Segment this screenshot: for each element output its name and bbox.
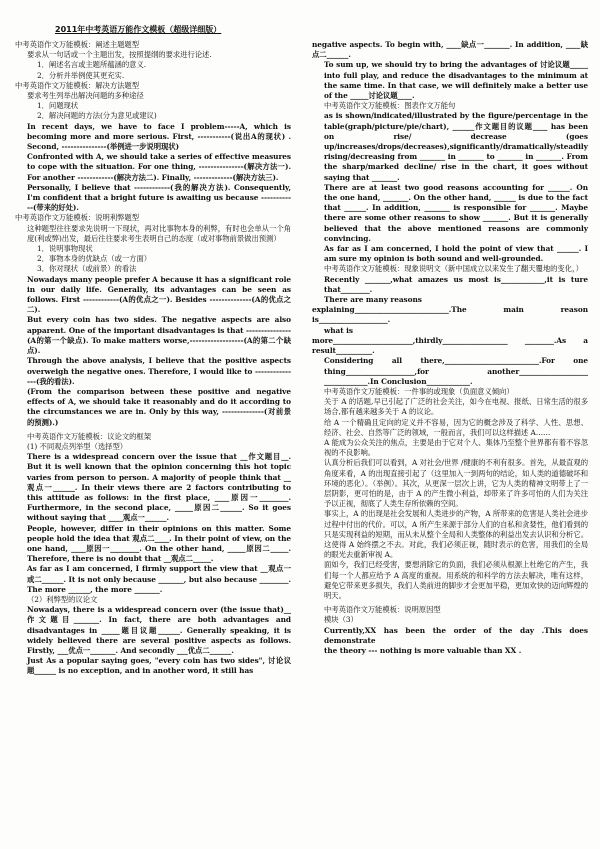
paragraph: 面如今，我们已经受害，要想消除它的负面，我们必须从根源上杜绝它的产生，我们每一个人都应给予 A 高度的重视。用系统的和科学的方法去解决，唯有这样，避免它带来更多损失，我们人类前进的脚步才会更加平稳，更加欢快的迈向辉煌的明天。 <box>324 560 588 600</box>
paragraph: There is a widespread concern over the issue that __作文题目__. But it is well known that the opinion concerning this hot topic varies from person to person. A majority of people think that __观点一______. In their views there are 2 factors contributing to this attitude as follows: in the first place, ____原因一________. Furthermore, in the second place, _____原因二______. So it goes without saying that ____观点一______. <box>27 452 291 523</box>
paragraph: the theory --- nothing is more valuable than XX . <box>324 645 522 655</box>
paragraph: explaining__________________________.The main reason is___________________. <box>312 305 588 325</box>
paragraph: 中考英语作文万能模板：说明原因型 <box>324 605 441 615</box>
paragraph: Considering all there,__________________________.For one thing___________________,for another___________________ ____________.In Conclusion____________. <box>324 356 588 386</box>
paragraph: 模块（3） <box>324 615 358 625</box>
paragraph: 要求考生列举出解决问题的多种途径 <box>27 91 144 101</box>
paragraph: negative aspects. To begin with, ____缺点一_______. In addition, ____缺点二______. <box>312 40 588 60</box>
paragraph: A 能成为公众关注的焦点，主要是由于它对个人、集体乃至整个世界都有着不容忽视的不良影响。 <box>324 437 588 458</box>
paragraph: (1) 不同观点列举型（选择型） <box>27 441 128 451</box>
paragraph: 中考英语作文万能模板：现象说明文（新中国成立以来发生了翻天覆地的变化，） <box>324 264 583 274</box>
paragraph: Just As a popular saying goes, "every coin has two sides", 讨论议题______ is no exception, and in another word, it still has <box>27 656 291 676</box>
paragraph: To sum up, we should try to bring the advantages of 讨论议题_____ into full play, and reduce the disadvantages to the minimum at the same time. In that case, we will definitely make a better use of the _____讨论议题____. <box>324 60 588 101</box>
document-title: 2011年中考英语万能作文模板（超级详细版） <box>55 25 222 34</box>
paragraph: Personally, I believe that ------------(我的解决方法). Consequently, I'm confident that a bright future is awaiting us because ------------(带来的好处). <box>27 182 291 213</box>
paragraph: As far as I am concerned, I firmly support the view that __观点一或二______. It is not only because _______, but also because ________. The more ______, the more _______. <box>27 564 291 594</box>
paragraph: Nowadays, there is a widespread concern over (the issue that)__作文题目_______. In fact, there are both advantages and disadvantages in _____题目议题______. Generally speaking, it is widely believed there are several positive aspects as follows. Firstly, ___优点一_______. And secondly ___优点二______. <box>27 605 291 655</box>
paragraph: 中考英语作文万能模板：一件事的或现象（负面意义倾向） <box>324 386 514 396</box>
paragraph: There are many reasons <box>324 295 422 305</box>
paragraph: People, however, differ in their opinions on this matter. Some people hold the idea that 观点二____. In their point of view, on the one hand, ____原因一________. On the other hand, _____原因二_____. Therefore, there is no doubt that __观点二_____. <box>27 523 291 564</box>
paragraph: 中考英语作文万能模板：说明利弊题型 <box>15 213 139 223</box>
paragraph: 2．分析并举例使其更充实. <box>37 70 125 80</box>
paragraph: 给 A 一个精确且定向的定义并不容易，因为它的概念涉及了科学、人性、思想、经济、社会、自然等广泛的领域，一般而言，我们可以这样描述 A…… <box>324 417 588 437</box>
paragraph: 2．事物本身的优缺点（或一方面） <box>37 254 152 264</box>
paragraph: Confronted with A, we should take a series of effective measures to cope with the situation. For one thing, ---------------(解决方法一). For another ------------(解决方法二). Finally, -------------(解决方法三). <box>27 152 291 182</box>
paragraph: 1．说明事物现状 <box>37 244 93 254</box>
paragraph: But every coin has two sides. The negative aspects are also apparent. One of the important disadvantages is that ---------------(A的第一个缺点). To make matters worse,------------------(A的第二个缺点). <box>27 315 291 356</box>
paragraph: what is <box>324 325 353 335</box>
paragraph: There are at least two good reasons accounting for ______. On the one hand, _______. On the other hand, ______ is due to the fact that ______. In addition, _______ is responsible for _______. Maybe there are some other reasons to show _______. But it is generally believed that the above mentioned reasons are commonly convincing. <box>324 182 588 243</box>
paragraph: as is shown/indicated/illustrated by the figure/percentage in the table(graph/picture/pie/chart), ______作文题目的议题____ has been on rise/ decrease (goes up/increases/drops/decreases),significantly/dramatically/steadily rising/decreasing from _______ in _______ to _______ in _______. From the sharp/marked decline/ rise in the chart, it goes without saying that _______. <box>324 111 588 182</box>
paragraph: 事实上，A 的出现是社会发展和人类进步的产物，A 所带来的危害是人类社会进步过程中付出的代价。可以，A 所产生来源于部分人们的自私和贪婪性，他们看到的只是实现利益的短期，而从未从整个全局和人类整体的利益出发去认识和分析它。这使得 A 始终摆之不去。对此，我们必须正视，随时表示的危害，用我们的全局的眼光去重新审视 A。 <box>324 509 588 560</box>
paragraph: 3．你对现状（或前景）的看法 <box>37 264 137 274</box>
paragraph: (From the comparison between these positive and negative effects of A, we should take it reasonably and do it according to the circumstances we are in. Only by this way, --------------(对前景的预测).) <box>27 386 291 427</box>
paragraph: Currently,XX has been the order of the day .This does demonstrate <box>324 625 588 645</box>
paragraph: 关于 A 的话题,早已引起了广泛的社会关注，如今在电视、报纸、日常生活的很多场合,都有越来越多关于 A 的议论。 <box>324 397 588 417</box>
paragraph: （2）利弊型的议论文 <box>27 594 98 604</box>
paragraph: As far as I am concerned, I hold the point of view that ______. I am sure my opinion is both sound and well-grounded. <box>324 244 588 264</box>
paragraph: Recently _______,what amazes us most is____________,it is ture that________. <box>324 274 588 294</box>
paragraph: 要求从一句话或一个主题出发，按照提纲的要求进行论述. <box>27 50 212 60</box>
paragraph: Nowadays many people prefer A because it has a significant role in our daily life. Generally, its advantages can be seen as follows. First ------------(A的优点之一). Besides --------------(A的优点之二). <box>27 274 291 315</box>
right-column <box>312 40 588 656</box>
paragraph: more______________________,thirdly__________________ ________.As a result__________. <box>312 335 588 356</box>
paragraph: 这种题型往往要求先说明一下现状，再对比事物本身的利弊，有时也会单从一个角度(利或弊)出发，最后往往要求考生表明自己的态度（或对事物前景做出预测） <box>27 223 291 243</box>
paragraph: 中考英语作文万能模板：图表作文万能句 <box>324 101 456 111</box>
paragraph: Through the above analysis, I believe that the positive aspects overweigh the negative ones. Therefore, I would like to ---------------(我的看法). <box>27 356 291 386</box>
paragraph: 中考英语作文万能模板：议论文的框架 <box>27 431 151 441</box>
left-column <box>15 40 291 677</box>
paragraph: 中考英语作文万能模板：阐述主题题型 <box>15 40 139 49</box>
paragraph: In recent days, we have to face I problem-----A, which is becoming more and more serious. First, -----------(说出A的现状) . Second, ---------------(举例进一步说明现状) <box>27 121 291 152</box>
paragraph: 中考英语作文万能模板：解决方法题型 <box>15 80 139 90</box>
paragraph: 2．解决问题的方法(分为意见或建议) <box>37 111 157 121</box>
paragraph: 1．阐述名言或主题所蕴涵的意义. <box>37 60 147 70</box>
paragraph: 认真分析后我们可以看到，A 对社会/世界 /健康的不利有很多。首先，从最直观的角度来看，A 的出现直接引起了（这里加入一到两句的结论，如人类的道德破坏和环境的恶化）。（举例）。其次，从更深一层次上讲，它为人类的精神文明带上了一层阴影，更可怕的是，由于 A 的产生微小利益，却带来了许多可怕的人们为关注予以正视，彻底了人类生存所依赖的空间。 <box>324 458 588 509</box>
paragraph: 1．问题现状 <box>37 101 79 111</box>
